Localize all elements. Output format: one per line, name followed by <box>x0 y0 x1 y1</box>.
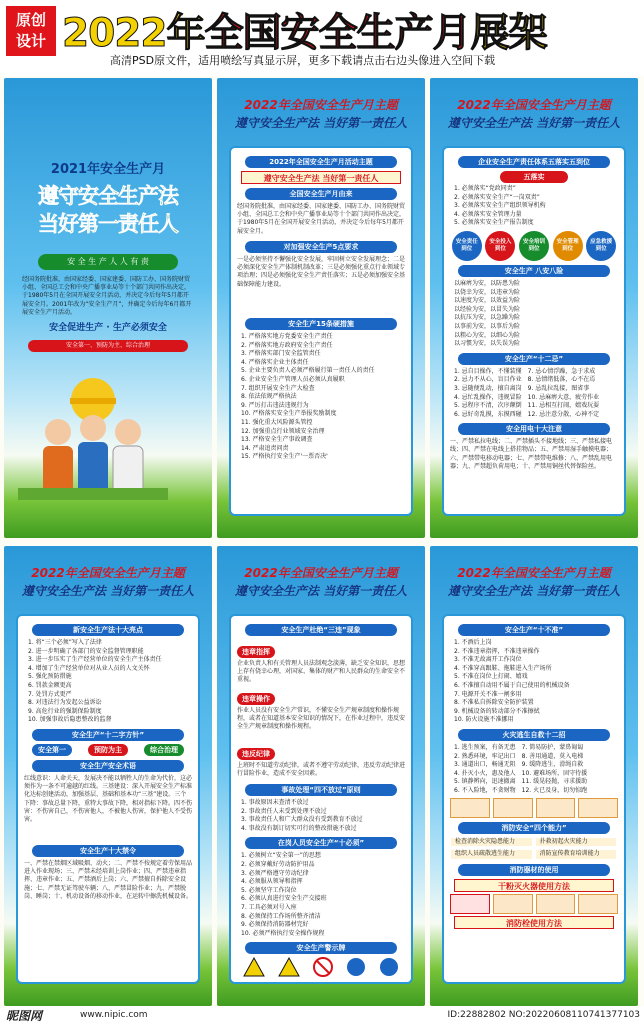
illustration <box>493 894 533 914</box>
section-title: 在岗人员安全生产“十必须” <box>245 837 397 849</box>
illustration <box>450 798 490 818</box>
worker-face-icon-2 <box>80 415 106 441</box>
list-item: 4. 事故没有制订切实可行的整改措施不放过 <box>241 824 357 832</box>
panel-responsibility <box>430 78 638 538</box>
list-item: 6. 企业安全生产管理人员必须认真履职 <box>241 375 345 383</box>
list-item: 6. 忌好奇乱摸，东摸西碰 <box>454 410 522 418</box>
content-card <box>229 614 413 984</box>
panel-year: 2022年全国安全生产月主题 <box>244 98 398 112</box>
paragraph: 企业负责人和有关管理人员法制观念淡薄，缺乏安全知识，思想上存有侥幸心理，对国家、集体的财产和人民群众的生命安全不重视。 <box>237 660 406 684</box>
hydrant-usage-title: 消防栓使用方法 <box>454 916 614 929</box>
list-item: 12. 忌注意分散，心神不定 <box>527 410 600 418</box>
badge-line1: 原创 <box>15 11 46 29</box>
list-item: 1. 不酒后上岗 <box>454 639 492 646</box>
panel-three-violations <box>217 546 425 1006</box>
section-title: 消防安全“四个能力” <box>458 822 610 834</box>
list-item: 3. 忌随便乱动，擅自离岗 <box>454 384 522 392</box>
gloves-required-icon <box>379 957 399 977</box>
list-item: 5. 必须落实安全生产报告制度 <box>454 219 534 227</box>
list-item: 10. 忌麻痹大意，疲劳作业 <box>527 393 600 401</box>
list-item: 3. 通道出口，畅通无阻 <box>454 761 516 769</box>
badge-line2: 设计 <box>15 32 46 50</box>
section-title: 消防器材的使用 <box>458 864 610 876</box>
section-title: 2022年全国安全生产月活动主题 <box>245 156 397 168</box>
circle-badge: 安全责任到位 <box>452 231 482 261</box>
abilities-list <box>450 837 618 860</box>
list-right <box>518 744 587 796</box>
list-item: 4. 必须服从领导和指挥 <box>241 878 303 886</box>
list-item: 1. 将“三个必须”写入了法律 <box>28 639 102 646</box>
circle-badge: 应急救援到位 <box>586 231 616 261</box>
cover-intro: 经国务院批准，由国家经委、国家建委、国防工办、国务院财贸小组、全国总工会和中央广播事业局等十个部门共同作出决定，于1980年5月在全国开展安全月活动，并决定今后每年5月都开展安全月。2001年改为“安全生产月”，并确定今后每年6月都开展安全生产月活动。 <box>22 276 192 316</box>
cover-headline-2: 当好第一责任人 <box>38 212 178 236</box>
illustration <box>578 798 618 818</box>
panel-year: 2022年全国安全生产月主题 <box>31 566 185 580</box>
list-item: 5. 强化预防措施 <box>28 673 72 681</box>
main-title-end: 展架 <box>470 11 547 56</box>
section-title: 安全生产“十二忌” <box>458 353 610 365</box>
section-title: 安全生产“十二字方针” <box>32 729 184 741</box>
list-item: 8. 忌情绪低落，心不在焉 <box>527 376 596 384</box>
circle-badge: 安全投入到位 <box>485 231 515 261</box>
list-item: 9. 高危行业的强制保险制度 <box>28 707 102 715</box>
policy-pill: 预防为主 <box>88 744 128 756</box>
content-card <box>229 146 413 516</box>
list-item: 11. 缓晃轻抛，寻求援助 <box>521 778 588 786</box>
list-item: 以侥幸为安，以违章为险 <box>454 288 521 296</box>
list-item: 10. 加强事故后隐患整改的监督 <box>28 716 112 724</box>
worker-face-icon <box>45 419 71 445</box>
fire-extinguisher-icon <box>450 894 490 914</box>
cover-policy: 安全第一、预防为主、综合治理 <box>28 340 188 352</box>
list-item: 15. 严格执行安全生产'一票否决' <box>241 453 328 461</box>
list-item: 1. 逃生预案，有备无患 <box>454 743 516 751</box>
panel-theme-title: 遵守安全生产法 当好第一责任人 <box>21 584 195 598</box>
theme-box: 遵守安全生产法 当好第一责任人 <box>241 171 401 184</box>
list-item: 7. 电源开关不准一闸多用 <box>454 690 522 698</box>
violation-tag: 违反纪律 <box>237 748 275 760</box>
violation-tag: 违章指挥 <box>237 646 275 658</box>
paragraph: 一、严禁私拉电线；二、严禁插头不接地线；三、严禁私接电线；四、严禁在电线上搭挂物品；五、严禁用湿手触摸电器；六、严禁带电移动电器；七、严禁带电维修；八、严禁乱用电器；九、严禁超负荷用电；十、严禁用铜丝代替保险丝。 <box>450 438 613 470</box>
list-item: 2. 严格落实地方政府安全生产责任 <box>241 341 333 349</box>
list-item: 1. 事故原因未查清不放过 <box>241 799 309 806</box>
section-title: 安全生产安全术语 <box>32 760 184 772</box>
warning-triangle-icon <box>243 957 265 977</box>
list-item: 6. 不入险地，不贪财物 <box>454 786 516 794</box>
section-title: 安全生产 八安八险 <box>458 265 610 277</box>
section-title: 安全生产15条硬措施 <box>245 318 397 330</box>
illustration <box>578 894 618 914</box>
list-item: 4. 不准穿高跟鞋、拖鞋进入生产场所 <box>454 664 552 672</box>
cover-slogan: 安 全 生 产 人 人 有 责 <box>38 254 178 270</box>
list-item: 2. 必须穿戴好劳动防护用品 <box>241 860 315 868</box>
policy-pill: 安全第一 <box>32 744 72 756</box>
numbered-list <box>450 639 618 725</box>
list-item: 5. 企业主要负责人必须严格履行第一责任人的责任 <box>241 367 375 375</box>
paragraph: 一是必须坚持不懈强化安全发展，牢固树立安全发展理念；二是必须深化安全生产体制机制改革；三是必须强化重点行业领域专项治理；四是必须强化安全生产责任落实；五是必须加强安全基础保障能力建设。 <box>237 256 406 288</box>
list-item: 9. 缓降逃生，滑绳自救 <box>521 761 584 769</box>
illustration <box>536 894 576 914</box>
list-item: 以经验为安，以冒失为险 <box>454 305 521 313</box>
list-item: 1. 必须落实“党政同责” <box>454 185 516 192</box>
panel-theme-title: 遵守安全生产法 当好第一责任人 <box>234 584 408 598</box>
cover-year: 2021年安全生产月 <box>50 162 166 177</box>
content-card <box>16 614 200 984</box>
list-item: 10. 防火设施不准挪用 <box>454 716 514 724</box>
list-item: 6. 罚款金额更高 <box>28 681 72 689</box>
list-item: 11. 强化重大风险源头管控 <box>241 418 313 426</box>
panel-cover <box>4 78 212 538</box>
numbered-list <box>24 639 192 725</box>
list-item: 4. 忌忙乱操作，违规冒险 <box>454 393 522 401</box>
list-item: 9. 忌乱拉乱接，图省事 <box>527 384 590 392</box>
section-title: 全国安全生产月由来 <box>245 188 397 200</box>
no-smoking-icon <box>313 957 333 977</box>
list-left <box>450 744 516 796</box>
list-item: 2. 进一步明确了各部门的安全监督管理职能 <box>28 647 144 655</box>
section-title: 安全用电十大注意 <box>458 423 610 435</box>
section-title: 火灾逃生自救十二招 <box>458 729 610 741</box>
original-design-badge <box>6 6 56 56</box>
list-item: 8. 善用通道，莫入电梯 <box>521 752 584 760</box>
list-item: 12. 加强重点行业领域安全治理 <box>241 427 325 435</box>
electric-warning-icon <box>278 957 300 977</box>
numbered-list <box>450 185 618 228</box>
helmet-required-icon <box>346 957 366 977</box>
panel-theme <box>217 78 425 538</box>
panel-theme-title: 遵守安全生产法 当好第一责任人 <box>447 584 621 598</box>
ability-item: 组织人员疏散逃生能力 <box>451 850 532 859</box>
circle-badge: 安全管理到位 <box>553 231 583 261</box>
ability-item: 扑救初起火灾能力 <box>536 838 617 847</box>
illustration <box>493 798 533 818</box>
list-item: 7. 处罚方式更严 <box>28 690 72 698</box>
list-item: 10. 严格落实安全生产举报奖励制度 <box>241 410 337 418</box>
five-in-place-circles <box>450 231 618 261</box>
numbered-list <box>237 799 405 833</box>
policy-pills <box>24 744 192 756</box>
content-card <box>442 614 626 984</box>
extinguisher-steps <box>450 894 618 914</box>
list-item: 8. 对违法行为发起公益诉讼 <box>28 699 102 707</box>
list-item: 9. 严厉打击违法违规行为 <box>241 401 309 409</box>
workers-illustration <box>18 370 168 500</box>
list-left <box>450 368 522 420</box>
section-title: 事故处理“四不放过”原则 <box>245 784 397 796</box>
panel-year: 2022年全国安全生产月主题 <box>457 98 611 112</box>
worker-face-icon-3 <box>115 419 141 445</box>
cover-headline-1: 遵守安全生产法 <box>38 184 178 208</box>
list-item: 10. 避难场所，固守待援 <box>521 769 588 777</box>
list-item: 以速度为安，以效益为险 <box>454 297 521 305</box>
section-title: 对加强安全生产5点要求 <box>245 241 397 253</box>
list-item: 2. 必须落实安全生产“一岗双责” <box>454 193 540 201</box>
two-column-list <box>450 368 618 420</box>
numbered-list <box>237 333 405 462</box>
content-card <box>442 146 626 516</box>
escape-illustrations <box>450 798 618 818</box>
section-title: 安全生产杜绝“三违”现象 <box>245 624 397 636</box>
list-item: 5. 不准在岗位上打闹、嬉戏 <box>454 673 528 681</box>
list-item: 3. 进一步压实了生产经营单位的安全生产主体责任 <box>28 656 162 664</box>
panel-year: 2022年全国安全生产月主题 <box>244 566 398 580</box>
paragraph: 经国务院批准，由国家经委、国家建委、国防工办、国务院财贸小组、全国总工会和中央广播事业局等十个部门共同作出决定，于1980年5月在全国开展安全月活动，并决定今后每年5月都开展安全月。 <box>237 203 406 235</box>
illustration <box>536 798 576 818</box>
list-item: 1. 忌自目操作，不懂装懂 <box>454 367 522 375</box>
list-item: 9. 机械设备的转动部分不准擦拭 <box>454 707 540 715</box>
list-item: 9. 必须保持消防器材完好 <box>241 921 309 929</box>
list-item: 11. 忌相互打闹，嬉戏玩耍 <box>527 402 600 410</box>
panel-new-law <box>4 546 212 1006</box>
site-logo: 昵图网 <box>6 1009 43 1023</box>
ability-item: 检查消除火灾隐患能力 <box>451 838 532 847</box>
paragraph: 红线意识：人命关天，发展决不能以牺牲人的生命为代价，这必须作为一条不可逾越的红线。三基建设：深入开展安全生产标准化达标创建活动，加强基层、基础和基本功“三基”建设。三个下降：事故总量下降，重特大事故下降，相对指标下降。四不伤害：不伤害自己，不伤害他人，不被他人伤害，保护他人不受伤害。 <box>24 774 193 823</box>
list-item: 6. 必须认真进行安全生产交接班 <box>241 895 327 903</box>
paragraph: 上班时不知道劳动纪律，或者不遵守劳动纪律，违反劳动纪律进行冒险作业，造成不安全因素。 <box>237 762 406 778</box>
list-item: 3. 严格落实部门安全监管责任 <box>241 350 321 358</box>
list-item: 以粗心为安，以细心为险 <box>454 331 521 339</box>
list-item: 6. 不准擅自动用不属于自己使用的机械设备 <box>454 681 570 689</box>
list-item: 4. 扑灭小火，惠及他人 <box>454 769 516 777</box>
section-title: 安全生产警示牌 <box>245 942 397 954</box>
main-title <box>62 2 640 56</box>
list-item: 以事前为安，以事后为险 <box>454 322 521 330</box>
main-title-red: 全国安全生产月 <box>204 11 471 56</box>
policy-pill: 综合治理 <box>144 744 184 756</box>
main-title-year: 2022年 <box>62 11 205 56</box>
section-title: 安全生产十大禁令 <box>32 845 184 857</box>
list-item: 2. 忌力不从心，盲目作业 <box>454 376 522 384</box>
list-item: 7. 组织开展安全生产大检查 <box>241 384 315 392</box>
section-subtitle: 五落实 <box>500 171 568 183</box>
list-item: 3. 不准无故离开工作岗位 <box>454 656 522 664</box>
list-item: 1. 必须树立“安全第一”的思想 <box>241 852 321 860</box>
list-item: 5. 必须坚守工作岗位 <box>241 886 297 894</box>
footer <box>0 1006 644 1024</box>
list-item: 8. 必须保持工作场所整齐清洁 <box>241 912 321 920</box>
site-url: www.nipic.com <box>80 1010 148 1020</box>
list-item: 以麻痹为安，以防患为险 <box>454 279 521 287</box>
header <box>0 0 644 76</box>
numbered-list <box>237 852 405 938</box>
list-right <box>524 368 599 420</box>
section-title: 新安全生产法十大亮点 <box>32 624 184 636</box>
list-item: 8. 不准私自拆除安全防护装置 <box>454 699 534 707</box>
image-ids: ID:22882802 NO:20220608110741377103 <box>447 1010 640 1020</box>
section-title: 企业安全生产责任体系五落实五到位 <box>458 156 610 168</box>
list-item: 13. 严格安全生产事故调查 <box>241 436 313 444</box>
list-item: 3. 必须落实安全生产组织领导机构 <box>454 202 546 210</box>
list-item: 7. 忌心情浮躁，急于求成 <box>527 367 596 375</box>
two-column-list <box>450 744 618 796</box>
list-item: 12. 火已及身，切勿惊跑 <box>521 786 588 794</box>
list-item: 3. 事故责任人和广大群众没有受到教育不放过 <box>241 816 363 824</box>
list-item: 5. 忌程序不清，次序颠倒 <box>454 402 522 410</box>
extinguisher-usage-title: 干粉灭火器使用方法 <box>454 879 614 892</box>
list-item: 4. 必须落实安全管理力量 <box>454 210 522 218</box>
list-item: 5. 镇静辨向，迅速撤离 <box>454 778 516 786</box>
paragraph: 作业人员没有安全生产常识，不懂安全生产规章制度和操作规程，或者在知道基本安全知识的情况下，在作业过程中，违反安全生产规章制度和操作规程。 <box>237 707 406 731</box>
list-item: 2. 不准违章指挥，不准违章操作 <box>454 647 540 655</box>
list-item: 4. 增加了生产经营单位对从业人员的人文关怀 <box>28 664 150 672</box>
list-item: 2. 熟悉环境，牢记出口 <box>454 752 516 760</box>
list <box>450 280 618 349</box>
list-item: 7. 工具必须对号入座 <box>241 903 297 911</box>
panel-fire-safety <box>430 546 638 1006</box>
paragraph: 一、严禁在禁烟区域吸烟、动火；二、严禁不按规定着劳保用品进入作业现场；三、严禁未经培训上岗作业；四、严禁违章指挥、违章作业；五、严禁酒后上岗；六、严禁擅自拆除安全设施；七、严禁无证驾驶车辆；八、严禁冒险作业；九、严禁脱岗、睡岗；十、机动设备的移动作业，在运转中擦洗机械设备。 <box>24 859 193 900</box>
list-item: 7. 简易防护，蒙鼻匍匐 <box>521 743 584 751</box>
violation-tag: 违章操作 <box>237 693 275 705</box>
circle-badge: 安全培训到位 <box>519 231 549 261</box>
section-title: 安全生产“十不准” <box>458 624 610 636</box>
header-subtitle: 高清PSD原文件，适用喷绘写真显示屏，更多下载请点击右边头像进入空间下载 <box>110 54 496 67</box>
panel-theme-title: 遵守安全生产法 当好第一责任人 <box>447 116 621 130</box>
list-item: 以抗压为安，以急躁为险 <box>454 314 521 322</box>
ability-item: 消防宣传教育培训能力 <box>536 850 617 859</box>
panel-year: 2022年全国安全生产月主题 <box>457 566 611 580</box>
list-item: 10. 必须严格执行安全操作规程 <box>241 929 325 937</box>
warning-signs <box>237 957 405 977</box>
list-item: 4. 严格落实企业主体责任 <box>241 358 309 366</box>
list-item: 以习惯为安，以失误为险 <box>454 340 521 348</box>
list-item: 14. 严肃追责问责 <box>241 444 289 452</box>
panel-theme-title: 遵守安全生产法 当好第一责任人 <box>234 116 408 130</box>
list-item: 2. 事故责任人未受到处理不放过 <box>241 807 327 815</box>
list-item: 3. 必须严格遵守劳动纪律 <box>241 869 309 877</box>
list-item: 1. 严格落实地方党委安全生产责任 <box>241 333 333 340</box>
cover-production-line: 安全促进生产 · 生产必须安全 <box>49 323 167 333</box>
list-item: 8. 依法依规严格执法 <box>241 393 297 401</box>
